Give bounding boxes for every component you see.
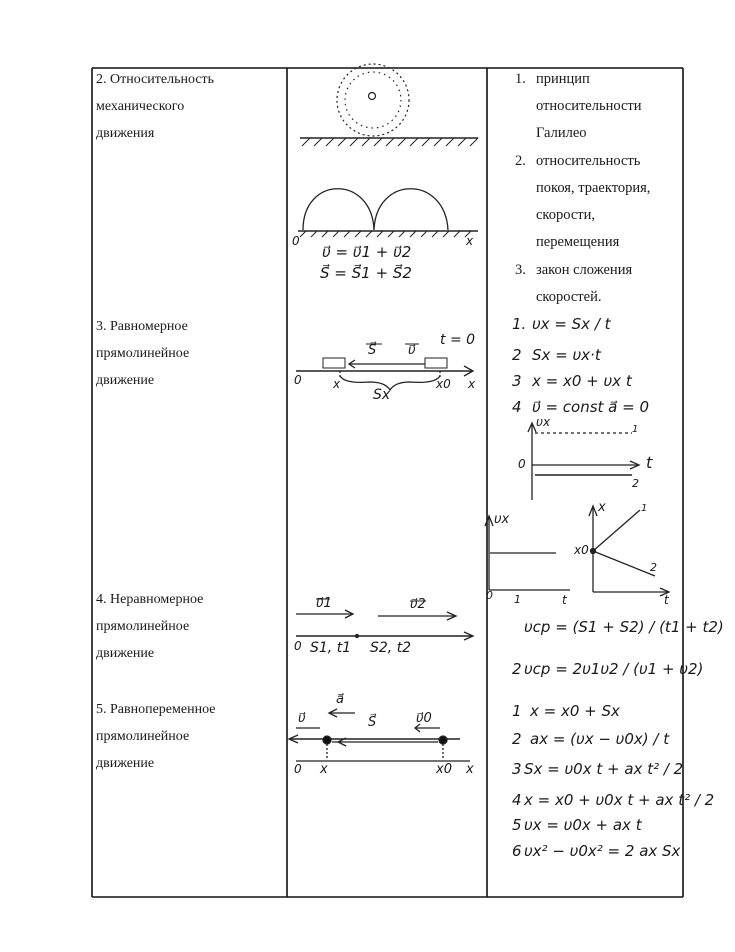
formula: υср = (S1 + S2) / (t1 + t2) [524, 618, 724, 636]
displacement-label: S⃗ [368, 343, 377, 358]
topic-relativity: 2. Относительность механического движения [96, 72, 215, 141]
formula: x = x0 + Sx [530, 702, 620, 720]
velocity-1-label: υ⃗1 [316, 596, 332, 611]
position-label: x [333, 377, 341, 391]
list-line: Галилео [536, 125, 587, 141]
formula-number: 1 [512, 702, 522, 720]
origin-label: 0 [294, 639, 302, 653]
segment-2-label: S2, t2 [370, 640, 412, 656]
accelerated-motion-diagram [289, 709, 470, 761]
initial-position-label: x0 [436, 762, 452, 777]
coordinate-time-graph [589, 506, 669, 596]
topic-accelerated-motion: 5. Равнопеременное прямолинейное движение [96, 702, 216, 771]
list-number: 2. [515, 153, 526, 169]
line-1-label: 1 [632, 424, 639, 435]
axis-v-label: υx [494, 512, 510, 527]
line-2-label: 2 [650, 561, 657, 574]
segment-1-label: S1, t1 [310, 640, 352, 656]
formula-number: 2 [512, 730, 522, 748]
axis-t-label: t [562, 593, 567, 607]
axis-x-label: x [598, 500, 606, 515]
tick-1-label: 1 [514, 593, 521, 606]
list-line: относительности [536, 98, 642, 114]
formula: υx = Sx / t [532, 315, 611, 333]
origin-label: 0 [518, 457, 526, 471]
wheel-diagram [300, 64, 478, 146]
line-1-label: 1 [641, 503, 648, 514]
formula: Sx = υx·t [532, 346, 601, 364]
formula-number: 3 [512, 372, 522, 390]
formula: Sx = υ0x t + ax t² / 2 [524, 760, 684, 778]
list-line: относительность [536, 153, 641, 169]
acceleration-label: a⃗ [336, 692, 344, 707]
axis-x-label: x [466, 762, 474, 777]
axis-v-label: υx [536, 415, 551, 429]
formula: ax = (υx − υ0x) / t [530, 730, 670, 748]
formula: υx = υ0x + ax t [524, 816, 642, 834]
initial-position-label: x0 [574, 543, 589, 557]
formula-number: 3 [512, 760, 522, 778]
velocity-label: υ⃗ [298, 711, 306, 726]
formula-number: 2 [512, 346, 522, 364]
velocity-graph-small [485, 516, 570, 590]
formula: υср = 2υ1υ2 / (υ1 + υ2) [524, 660, 704, 678]
formula-number: 2 [512, 660, 522, 678]
velocity-time-graph [528, 423, 639, 500]
topic-nonuniform-motion: 4. Неравномерное прямолинейное движение [96, 592, 204, 661]
time-zero-label: t = 0 [440, 332, 476, 348]
formula: υx² − υ0x² = 2 ax Sx [524, 842, 681, 860]
axis-x-label: x [466, 234, 474, 248]
formula: υ⃗ = const a⃗ = 0 [532, 398, 650, 416]
origin-label: 0 [486, 589, 493, 602]
axis-t-label: t [646, 453, 653, 472]
initial-position-label: x0 [436, 377, 451, 391]
formula-number: 5 [512, 816, 522, 834]
velocity-label: υ⃗ [408, 343, 416, 358]
formula-number: 4 [512, 398, 522, 416]
list-number: 3. [515, 262, 526, 278]
formula: x = x0 + υx t [532, 372, 632, 390]
cycloid-diagram [298, 189, 478, 237]
list-line: покоя, траектория, [536, 180, 651, 196]
list-number: 1. [515, 71, 526, 87]
displacement-label: S⃗ [368, 715, 377, 730]
path-label: Sx [373, 387, 391, 403]
formula-number: 4 [512, 791, 522, 809]
topic-uniform-motion: 3. Равномерное прямолинейное движение [96, 319, 190, 388]
list-line: скорости, [536, 207, 596, 223]
origin-label: 0 [294, 373, 302, 387]
origin-label: 0 [294, 762, 302, 776]
origin-label: 0 [292, 234, 300, 248]
position-label: x [320, 762, 328, 777]
velocity-2-label: υ⃗2 [410, 597, 426, 612]
formula-number: 6 [512, 842, 522, 860]
formula: x = x0 + υ0x t + ax t² / 2 [524, 791, 715, 809]
axis-x-label: x [468, 377, 476, 391]
axis-t2-label: t [664, 593, 669, 607]
formula-number: 1. [512, 315, 527, 333]
list-line: перемещения [536, 234, 620, 250]
line-2-label: 2 [632, 477, 639, 490]
displacement-sum-formula: S⃗ = S⃗1 + S⃗2 [320, 264, 412, 282]
list-line: закон сложения [536, 262, 633, 278]
list-line: принцип [536, 71, 590, 87]
list-line: скоростей. [536, 289, 602, 305]
velocity-sum-formula: υ⃗ = υ⃗1 + υ⃗2 [322, 243, 412, 261]
initial-velocity-label: υ⃗0 [416, 711, 432, 726]
